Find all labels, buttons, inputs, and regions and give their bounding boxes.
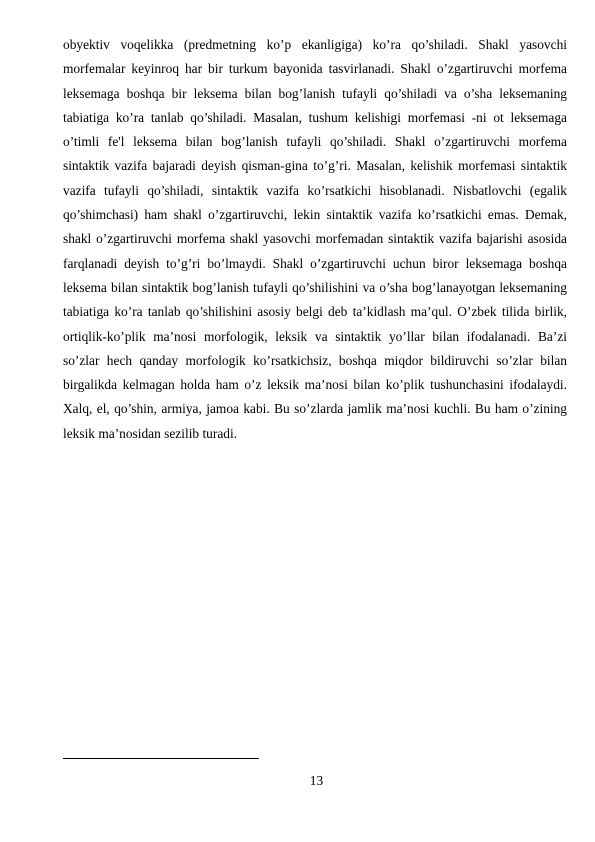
- footnote-separator: [63, 758, 259, 759]
- body-paragraph: obyektiv voqelikka (predmetning ko’p ekanligiga) ko’ra qo’shiladi. Shakl yasovchi morfemalar keyinroq har bir turkum bayonida tasvirlanadi. Shakl o’zgartiruvchi morfema leksemaga boshqa bir leksema bilan bog’lanish tufayli qo’shiladi va o’sha leksemaning tabiatiga ko’ra tanlab qo’shiladi. Masalan, tushum kelishigi morfemasi -ni ot leksemaga o’timli fe'l leksema bilan bog’lanish tufayli qo’shiladi. Shakl o’zgartiruvchi morfema sintaktik vazifa bajaradi deyish qisman-gina to’g’ri. Masalan, kelishik morfemasi sintaktik vazifa tufayli qo’shiladi, sintaktik vazifa ko’rsatkichi hisoblanadi. Nisbatlovchi (egalik qo’shimchasi) ham shakl o’zgartiruvchi, lekin sintaktik vazifa ko’rsatkichi emas. Demak, shakl o’zgartiruvchi morfema shakl yasovchi morfemadan sintaktik vazifa bajarishi asosida farqlanadi deyish to’g’ri bo’lmaydi. Shakl o’zgartiruvchi uchun biror leksemaga boshqa leksema bilan sintaktik bog’lanish tufayli qo’shilishini va o’sha bog’lanayotgan leksemaning tabiatiga ko’ra tanlab qo’shilishini asosiy belgi deb ta’kidlash ma’qul. O’zbek tilida birlik, ortiqlik-ko’plik ma’nosi morfologik, leksik va sintaktik yo’llar bilan ifodalanadi. Ba’zi so’zlar hech qanday morfologik ko’rsatkichsiz, boshqa miqdor bildiruvchi so’zlar bilan birgalikda kelmagan holda ham o’z leksik ma’nosi bilan ko’plik tushunchasini ifodalaydi. Xalq, el, qo’shin, armiya, jamoa kabi. Bu so’zlarda jamlik ma’nosi kuchli. Bu ham o’zining leksik ma’nosidan sezilib turadi.: [63, 37, 567, 441]
- page-number: 13: [309, 773, 324, 788]
